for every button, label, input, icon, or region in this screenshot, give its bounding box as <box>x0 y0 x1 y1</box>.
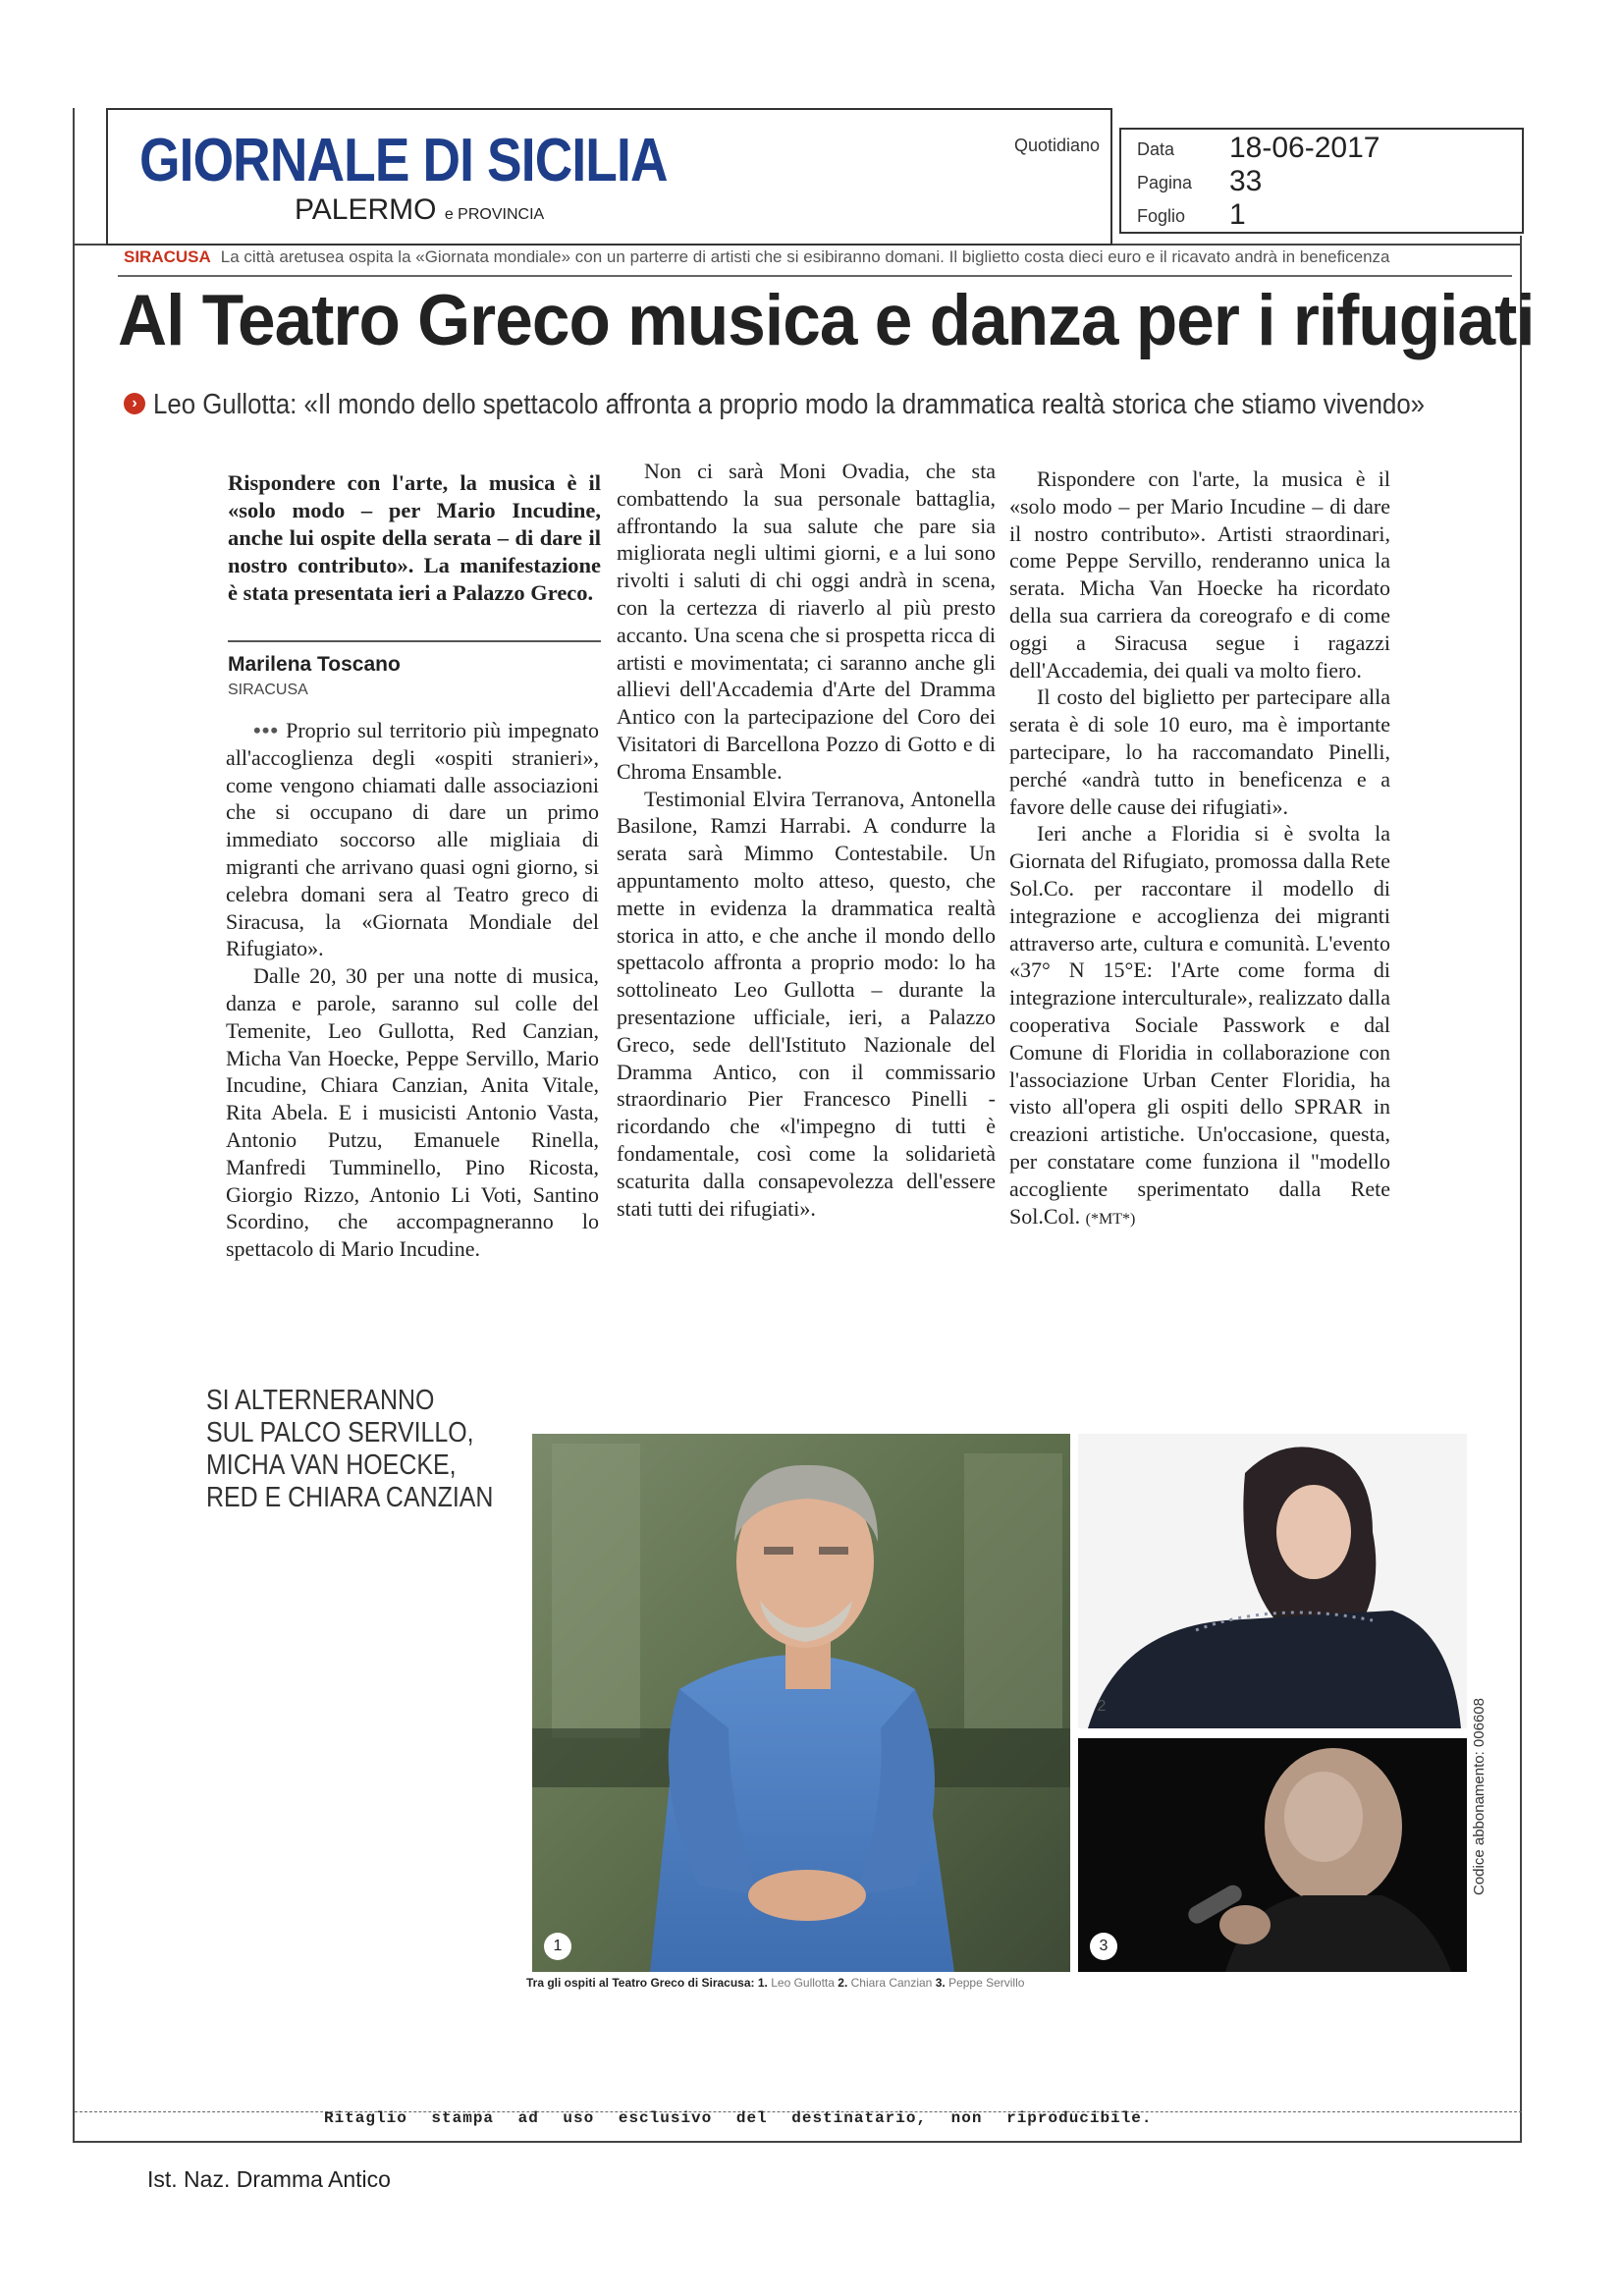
body-column-1 <box>226 717 599 1263</box>
date-value: 18-06-2017 <box>1229 132 1380 164</box>
pull-quote <box>206 1385 540 1514</box>
page-value: 33 <box>1229 165 1263 197</box>
article-lead: Rispondere con l'arte, la musica è il «solo modo – per Mario Incudine, anche lui ospite della serata – di dare il nostro contributo». La manifestazione è stata presentata ieri a Palazzo Greco. <box>228 470 601 605</box>
clipping-source: Ist. Naz. Dramma Antico <box>147 2166 391 2192</box>
caption-name: Leo Gullotta <box>771 1976 835 1990</box>
caption-number: 1. <box>757 1976 768 1990</box>
pull-quote-line: SI ALTERNERANNO <box>206 1385 435 1416</box>
frame-left-rule <box>73 108 75 2141</box>
article-signature: (*MT*) <box>1085 1210 1136 1228</box>
kicker-rule <box>118 275 1512 277</box>
caption-name: Chiara Canzian <box>850 1976 933 1990</box>
body-paragraph <box>1009 820 1390 1232</box>
body-paragraph: Testimonial Elvira Terranova, Antonella Basilone, Ramzi Harrabi. A condurre la serata sarà Mimmo Contestabile. Un appuntamento molto atteso, questo, che mette in evidenza la drammatica realtà storica in atto, e che anche il mondo dello spettacolo affronta a proprio modo: lo ha sottolineato Leo Gullotta – durante la presentazione ufficiale, ieri, a Palazzo Greco, sede dell'Istituto Nazionale del Dramma Antico, con il commissario straordinario Pier Francesco Pinelli - ricordando che «l'impegno di tutti è fondamentale, così come la solidarietà scaturita dalla consapevolezza dell'essere stati tutti dei rifugiati». <box>617 786 996 1221</box>
body-paragraph: Non ci sarà Moni Ovadia, che sta combattendo la sua personale battaglia, affrontando la sua salute che pare sia migliorata negli ultimi giorni, e a lui sono rivolti i saluti di chi oggi andrà in scena, con la certezza di riaverlo al più presto accanto. Una scena che si prospetta ricca di artisti e movimentata; ci saranno anche gli allievi dell'Accademia d'Arte del Dramma Antico con la partecipazione del Coro dei Visitatori di Barcellona Pozzo di Gotto e di Chroma Ensamble. <box>617 459 996 784</box>
frame-bottom-rule <box>73 2141 1522 2143</box>
date-label: Data <box>1137 139 1175 159</box>
photo-chiara-canzian <box>1078 1434 1467 1728</box>
body-column-2 <box>617 458 996 1222</box>
photo-2-image <box>1078 1434 1467 1728</box>
photo-caption <box>526 1976 1024 1990</box>
paragraph-dots-icon: ••• <box>253 718 280 742</box>
newspaper-edition <box>295 193 544 227</box>
paragraph-text: Ieri anche a Floridia si è svolta la Giornata del Rifugiato, promossa dalla Rete Sol.Co. per raccontare il modello di integrazione e accoglienza dei migranti attraverso arte, cultura e comunità. L'evento «37° N 15°E: l'Arte come forma di integrazione interculturale», realizzato dalla cooperativa Sociale Passwork e dal Comune di Floridia in collaborazione con l'associazione Urban Center Floridia, ha visto all'opera gli ospiti dello SPRAR in creazioni artistiche. Un'occasione, questa, per constatare come funziona il "modello accogliente sperimentato dalla Rete Sol.Col. <box>1009 821 1390 1229</box>
lead-rule <box>228 640 601 642</box>
pull-quote-line: MICHA VAN HOECKE, <box>206 1449 457 1481</box>
caption-number: 3. <box>935 1976 946 1990</box>
page-label: Pagina <box>1137 173 1193 192</box>
photo-peppe-servillo <box>1078 1738 1467 1972</box>
paragraph-text: Proprio sul territorio più impegnato all'accoglienza degli «ospiti stranieri», come vengono chiamati dalle associazioni che si occupano di dare un primo immediato soccorso alle migliaia di migranti che arrivano quasi ogni giorno, si celebra domani sera al Teatro greco di Siracusa, la «Giornata Mondiale del Rifugiato». <box>226 718 599 961</box>
newspaper-logo: GIORNALE DI SICILIA <box>139 127 668 194</box>
kicker-tag: SIRACUSA <box>124 247 211 266</box>
photo-3-image <box>1078 1738 1467 1972</box>
bullet-arrow-icon: › <box>124 393 145 414</box>
body-paragraph <box>226 717 599 962</box>
pull-quote-line: SUL PALCO SERVILLO, <box>206 1417 474 1449</box>
clipping-notice: Ritaglio stampa ad uso esclusivo del destinatario, non riproducibile. <box>324 2109 1153 2127</box>
article-subhead: Leo Gullotta: «Il mondo dello spettacolo affronta a proprio modo la drammatica realtà storica che stiamo vivendo» <box>153 389 1426 420</box>
body-column-3 <box>1009 465 1390 1232</box>
publication-type: Quotidiano <box>1014 136 1101 155</box>
body-paragraph: Il costo del biglietto per partecipare alla serata è di sole 10 euro, ma è importante partecipare, lo ha raccomandato Pinelli, perché «andrà tutto in beneficenza e a favore delle cause dei rifugiati». <box>1009 684 1390 819</box>
kicker-text: La città aretusea ospita la «Giornata mondiale» con un parterre di artisti che si esibiranno domani. Il biglietto costa dieci euro e il ricavato andrà in beneficenza <box>220 247 1390 266</box>
article-dateline: SIRACUSA <box>228 682 308 698</box>
body-paragraph: Rispondere con l'arte, la musica è il «solo modo – per Mario Incudine – di dare il nostro contributo». Artisti straordinari, come Peppe Servillo, renderanno unica la serata. Micha Van Hoecke ha ricordato della sua carriera da coreografo e di come oggi a Siracusa segue i ragazzi dell'Accademia, dei quali va molto fiero. <box>1009 466 1390 683</box>
frame-right-rule <box>1520 236 1522 2141</box>
photo-number-2: 2 <box>1097 1698 1107 1715</box>
article-kicker <box>124 247 1508 267</box>
edition-province: e PROVINCIA <box>444 206 545 223</box>
sheet-label: Foglio <box>1137 206 1186 226</box>
pull-quote-line: RED E CHIARA CANZIAN <box>206 1482 494 1513</box>
photo-number-3: 3 <box>1090 1933 1117 1960</box>
clipping-meta-box <box>1119 128 1524 234</box>
edition-city: PALERMO <box>295 193 437 226</box>
article-author: Marilena Toscano <box>228 653 401 676</box>
sheet-value: 1 <box>1229 198 1246 231</box>
caption-number: 2. <box>838 1976 848 1990</box>
caption-lead: Tra gli ospiti al Teatro Greco di Siracusa: <box>526 1976 755 1990</box>
caption-name: Peppe Servillo <box>948 1976 1025 1990</box>
photo-number-1: 1 <box>544 1933 571 1960</box>
body-paragraph: Dalle 20, 30 per una notte di musica, danza e parole, saranno sul colle del Temenite, Leo Gullotta, Red Canzian, Micha Van Hoecke, Peppe Servillo, Mario Incudine, Chiara Canzian, Anita Vitale, Rita Abela. E i musicisti Antonio Vasta, Antonio Putzu, Emanuele Rinella, Manfredi Tumminello, Pino Ricosta, Giorgio Rizzo, Antonio Li Voti, Santino Scordino, che accompagneranno lo spettacolo di Mario Incudine. <box>226 963 599 1262</box>
article-headline: Al Teatro Greco musica e danza per i rifugiati <box>118 281 1535 360</box>
subscription-code: Codice abbonamento: 006608 <box>1471 1698 1488 1895</box>
photo-leo-gullotta <box>532 1434 1070 1972</box>
photo-1-image <box>532 1434 1070 1972</box>
